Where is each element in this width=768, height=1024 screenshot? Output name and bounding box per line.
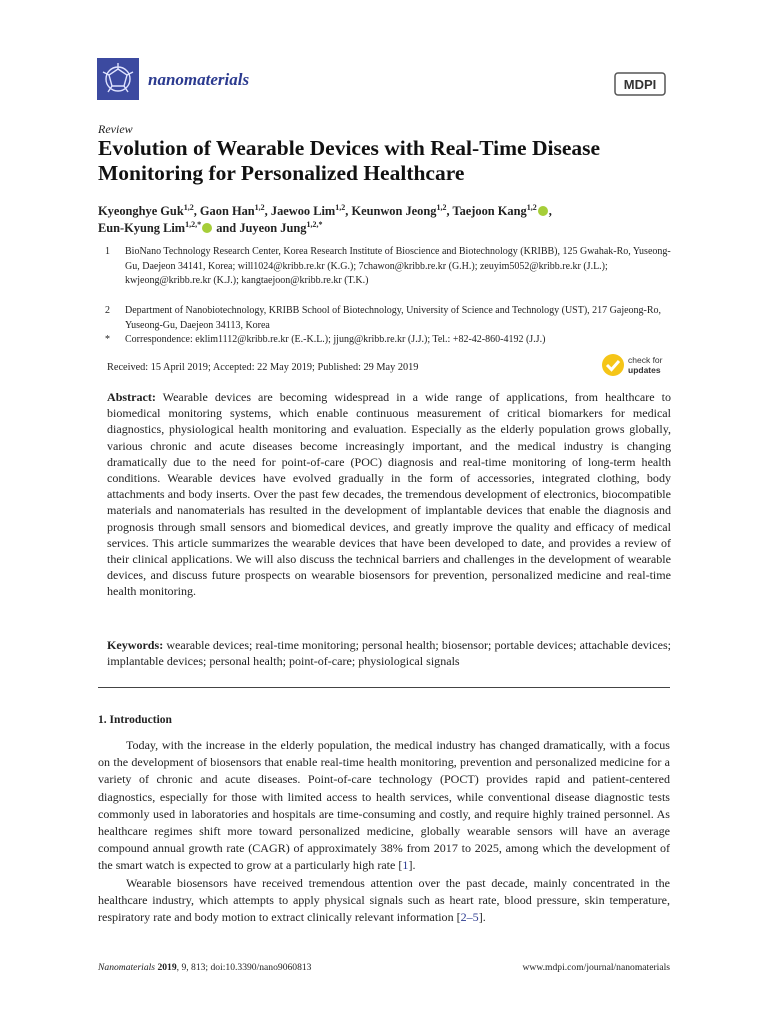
publication-dates: Received: 15 April 2019; Accepted: 22 May 2019; Published: 29 May 2019 xyxy=(107,362,419,373)
author-name: Kyeonghye Guk xyxy=(98,204,184,218)
author-name: Eun-Kyung Lim xyxy=(98,221,186,235)
abstract-text: Wearable devices are becoming widespread in a wide range of applications, from healthcare to biomedical monitoring systems, which enable continuous measurement of critical biomarkers for medical diagnostics, physiological health monitoring and evaluation. Especially as the elderly population grows globally, various chronic and acute diseases become increasingly important, and the medical industry is changing dramatically due to the need for point-of-care (POC) diagnosis and real-time monitoring of long-term health conditions. Wearable devices have evolved gradually in the form of accessories, integrated clothing, body attachments and body inserts. Over the past few decades, the tremendous development of electronics, biocompatible materials and nanomaterials has resulted in the development of implantable devices that enable the diagnosis and prognosis through small sensors and biomedical devices, and greatly improve the quality and efficacy of medical services. This article summarizes the wearable devices that have been developed to date, and provides a review of their clinical applications. We will also discuss the technical barriers and challenges in the development of wearable devices, and discuss future prospects on wearable biosensors for prevention, personalized medicine and real-time health monitoring. xyxy=(107,390,671,599)
footer-journal: Nanomaterials xyxy=(98,962,156,973)
author-separator: , xyxy=(548,204,552,218)
affiliation-text: BioNano Technology Research Center, Korea Research Institute of Bioscience and Biotechnology (KRIBB), 125 Gwahak-Ro, Yuseong-Gu, Daejeon 34141, Korea; will1024@kribb.re.kr (K.G.); 7chawon@kribb.re.kr (G.H.); zeuyim5052@kribb.re.kr (J.L.); kwjeong@kribb.re.kr (K.J.); kangtaejoon@kribb.re.kr (T.K.) xyxy=(125,246,671,286)
author-affiliation-marker: 1,2 xyxy=(436,203,447,212)
footer-year: 2019 xyxy=(157,962,177,973)
paragraph-1 xyxy=(98,737,670,875)
author-name: Gaon Han xyxy=(199,204,255,218)
mdpi-logo xyxy=(612,70,668,98)
author-name: Taejoon Kang xyxy=(452,204,527,218)
introduction-body xyxy=(98,737,670,926)
author-separator: , xyxy=(446,204,453,218)
orcid-icon[interactable] xyxy=(538,206,548,216)
author-separator: , xyxy=(345,204,352,218)
section-heading: 1. Introduction xyxy=(98,714,172,726)
author-affiliation-marker: 1,2 xyxy=(335,203,346,212)
footer-doi: , 9, 813; doi:10.3390/nano9060813 xyxy=(176,962,312,973)
check-for-updates-label[interactable] xyxy=(628,355,663,375)
author-affiliation-marker: 1,2,* xyxy=(185,220,202,229)
author-separator: and xyxy=(213,221,240,235)
affiliation-2 xyxy=(105,304,675,333)
affiliation-number: 2 xyxy=(105,305,110,316)
paragraph-2 xyxy=(98,875,670,927)
mdpi-logo-text: MDPI xyxy=(623,77,657,92)
correspondence-text: Correspondence: eklim1112@kribb.re.kr (E.-K.L.); jjung@kribb.re.kr (J.J.); Tel.: +82-42-860-4192 (J.J.) xyxy=(125,334,546,345)
author-affiliation-marker: 1,2,* xyxy=(306,220,323,229)
author-affiliation-marker: 1,2 xyxy=(183,203,194,212)
footer-citation xyxy=(98,962,311,973)
paragraph-2-text: Wearable biosensors have received tremendous attention over the past decade, mainly concentrated in the healthcare industry, which attempts to apply physical signals such as heart rate, blood pressure, skin temperature, respiratory rate and body motion to extract clinically relevant information [ xyxy=(98,875,670,925)
abstract xyxy=(107,389,671,600)
paragraph-1-text: Today, with the increase in the elderly population, the medical industry has changed dramatically, with a focus on the development of biosensors that enable real-time health monitoring, prevention and personalized medicine for a variety of chronic and acute diseases. Point-of-care technology (POCT) provides rapid and patient-centered diagnostics, especially for those with limited access to health services, while conventional disease diagnostic tests commonly used in laboratories and hospitals are time-consuming and costly, and require highly trained personnel. As healthcare regimes shift more toward personalized medicine, globally wearable sensors will have an average compound annual growth rate (CAGR) of approximately 38% from 2017 to 2025, among which the development of the smart watch is expected to grow at a particularly high rate [ xyxy=(98,738,670,873)
check-for-updates-icon[interactable] xyxy=(600,352,626,378)
citation-link[interactable]: 2–5 xyxy=(460,910,479,925)
keywords xyxy=(107,637,671,669)
author-separator: , xyxy=(193,204,200,218)
affiliation-number: 1 xyxy=(105,246,110,257)
author-name: Juyeon Jung xyxy=(239,221,307,235)
author-affiliation-marker: 1,2 xyxy=(254,203,265,212)
section-divider xyxy=(98,687,670,688)
citation-link[interactable]: 1 xyxy=(402,858,409,873)
affiliation-number: * xyxy=(105,334,110,345)
author-name: Jaewoo Lim xyxy=(270,204,336,218)
article-title: Evolution of Wearable Devices with Real-Time Disease Monitoring for Personalized Healthcare xyxy=(98,136,601,185)
keywords-text: wearable devices; real-time monitoring; personal health; biosensor; portable devices; attachable devices; implantable devices; personal health; point-of-care; physiological signals xyxy=(107,638,671,669)
author-affiliation-marker: 1,2 xyxy=(526,203,537,212)
keywords-label: Keywords: xyxy=(107,638,164,652)
author-separator: , xyxy=(264,204,271,218)
orcid-icon[interactable] xyxy=(202,223,212,233)
author-list xyxy=(98,203,698,237)
correspondence xyxy=(105,333,675,348)
journal-logo-icon xyxy=(97,58,139,100)
journal-name: nanomaterials xyxy=(148,70,250,89)
check-updates-line1: check for xyxy=(628,355,663,365)
paragraph-2-end: ]. xyxy=(478,910,486,925)
paragraph-1-end: ]. xyxy=(408,858,416,873)
affiliation-text: Department of Nanobiotechnology, KRIBB School of Biotechnology, University of Science and Technology (UST), 217 Gajeong-Ro, Yuseong-Gu, Daejeon 34113, Korea xyxy=(125,305,662,331)
article-type: Review xyxy=(98,122,133,136)
check-updates-line2: updates xyxy=(628,365,661,375)
abstract-label: Abstract: xyxy=(107,390,156,404)
footer-url[interactable]: www.mdpi.com/journal/nanomaterials xyxy=(522,962,670,973)
author-name: Keunwon Jeong xyxy=(351,204,437,218)
affiliation-1 xyxy=(105,245,675,289)
